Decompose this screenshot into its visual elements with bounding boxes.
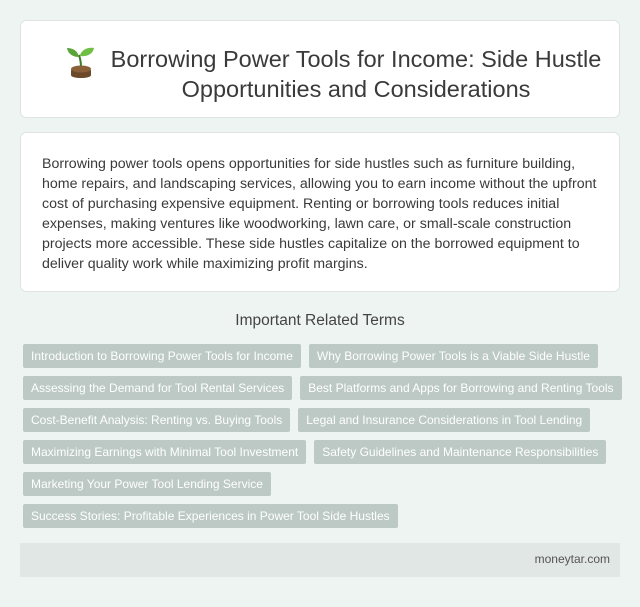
related-term-tag[interactable]: Cost-Benefit Analysis: Renting vs. Buying Tools [23, 408, 290, 432]
related-terms-list [23, 344, 623, 528]
header-card [20, 20, 620, 118]
related-term-tag[interactable]: Success Stories: Profitable Experiences in Power Tool Side Hustles [23, 504, 398, 528]
footer-bar [20, 543, 620, 577]
related-term-tag[interactable]: Introduction to Borrowing Power Tools for Income [23, 344, 301, 368]
related-term-tag[interactable]: Marketing Your Power Tool Lending Service [23, 472, 271, 496]
related-terms-heading: Important Related Terms [235, 312, 405, 329]
seedling-icon [63, 45, 99, 85]
related-term-tag[interactable]: Why Borrowing Power Tools is a Viable Side Hustle [309, 344, 598, 368]
related-term-tag[interactable]: Best Platforms and Apps for Borrowing and Renting Tools [300, 376, 621, 400]
intro-card [20, 132, 620, 292]
related-term-tag[interactable]: Assessing the Demand for Tool Rental Services [23, 376, 292, 400]
page-title: Borrowing Power Tools for Income: Side Hustle Opportunities and Considerations [110, 46, 602, 102]
intro-paragraph: Borrowing power tools opens opportunities for side hustles such as furniture building, home repairs, and landscaping services, allowing you to earn income without the upfront cost of purchasing expensive equipment. Renting or borrowing tools reduces initial expenses, making ventures like woodworking, lawn care, or small-scale construction projects more accessible. These side hustles capitalize on the borrowed equipment to deliver quality work while maximizing profit margins. [42, 156, 597, 272]
related-term-tag[interactable]: Legal and Insurance Considerations in Tool Lending [298, 408, 590, 432]
related-term-tag[interactable]: Maximizing Earnings with Minimal Tool Investment [23, 440, 306, 464]
related-term-tag[interactable]: Safety Guidelines and Maintenance Responsibilities [314, 440, 606, 464]
site-name[interactable]: moneytar.com [534, 552, 610, 566]
